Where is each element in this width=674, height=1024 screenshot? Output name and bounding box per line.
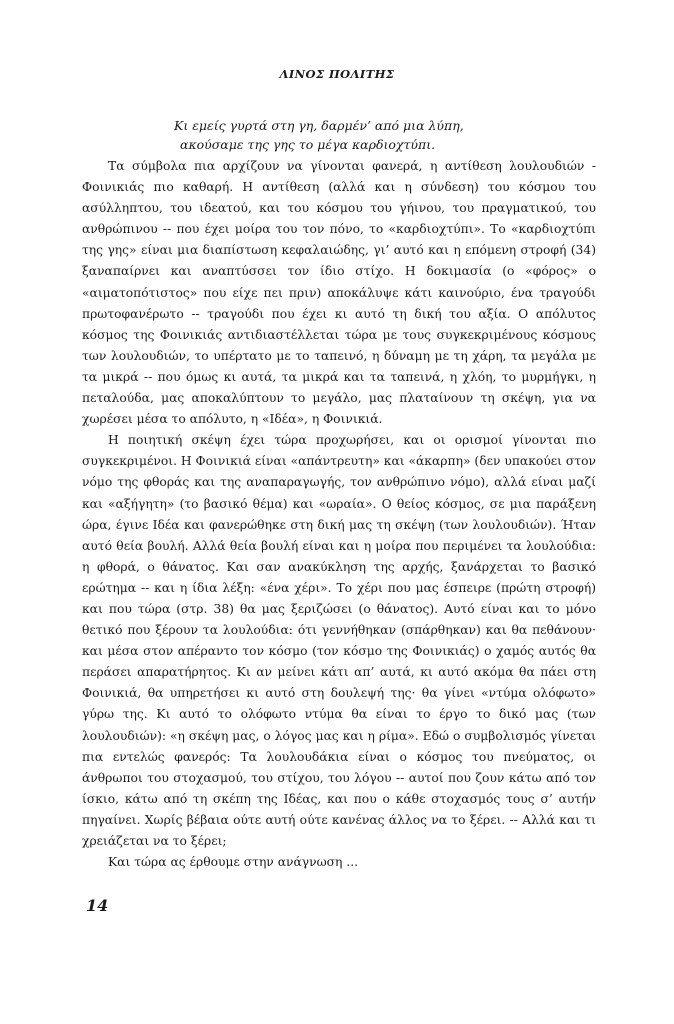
epigraph-line-2: ακούσαμε της γης το μέγα καρδιοχτύπι.: [180, 137, 436, 152]
paragraph-2: Η ποιητική σκέψη έχει τώρα προχωρήσει, και οι ορισμοί γίνονται πιο συγκεκριμένοι. Η Φοινικιά είναι «απάντρευτη» και «άκαρπη» (δεν υπακούει στον νόμο της φθοράς και της αναπαραγωγής, τον ανθρώπινο νόμο), αλλά είναι μαζί και «αξήγητη» (το βασικό θέμα) και «ωραία». Ο θείος κόσμος, σε μια παράξενη ώρα, έγινε Ιδέα και φανερώθηκε στη δική μας τη σκέψη (των λουλουδιών). Ήταν αυτό θεία βουλή. Αλλά θεία βουλή είναι και η μοίρα που περιμένει τα λουλούδια: η φθορά, ο θάνατος. Και σαν ανακύκληση της αρχής, ξανάρχεται το βασικό ερώτημα -- και η ίδια λέξη: «ένα χέρι». Το χέρι που μας έσπειρε (πρώτη στροφή) και που τώρα (στρ. 38) θα μας ξεριζώσει (ο θάνατος). Αυτό είναι και το μόνο θετικό που ξέρουν τα λουλούδια: ότι γεννήθηκαν (σπάρθηκαν) και θα πεθάνουν· και μέσα στον απέραντο τον κόσμο (τον κόσμο της Φοινικιάς) ο χαμός αυτός θα περάσει απαρατήρητος. Κι αν μείνει κάτι απ’ αυτά, κι αυτό ακόμα θα πάει στη Φοινικιά, θα υπηρετήσει κι αυτό στη δουλεψή της· θα γίνει «ντύμα ολόφωτο» γύρω της. Κι αυτό το ολόφωτο ντύμα θα είναι το έργο το δικό μας (των λουλουδιών): «η σκέψη μας, ο λόγος μας και η ρίμα». Εδώ ο συμβολισμός γίνεται πια εντελώς φανερός: Τα λουλουδάκια είναι ο κόσμος του πνεύματος, οι άνθρωποι του στοχασμού, του στίχου, του λόγου -- αυτοί που ζουν κάτω από τον ίσκιο, κάτω από τη σκέπη της Ιδέας, και που ο κάθε στοχασμός τους σ’ αυτήν πηγαίνει. Χωρίς βέβαια ούτε αυτή ούτε κανένας άλλος να το ξέρει. -- Αλλά και τι χρειάζεται να το ξέρει;: [82, 433, 596, 848]
paragraph-3: Και τώρα ας έρθουμε στην ανάγνωση ...: [108, 855, 359, 870]
paragraph-1: Τα σύμβολα πια αρχίζουν να γίνονται φανερά, η αντίθεση λουλουδιών - Φοινικιάς πιο καθαρή. Η αντίθεση (αλλά και η σύνδεση) του κόσμου του ασύλληπτου, του ιδεατού, και του κόσμου του γήινου, του πραγματικού, του ανθρώπινου -- που έχει μοίρα του τον πόνο, το «καρδιοχτύπι». Το «καρδιοχτύπι της γης» είναι μια διαπίστωση κεφαλαιώδης, γι’ αυτό και η επόμενη στροφή (34) ξαναπαίρνει και αναπτύσσει τον ίδιο στίχο. Η δοκιμασία (ο «φόρος» ο «αιματοπότιστος» που είχε πει πριν) αποκάλυψε κάτι καινούριο, ένα τραγούδι πρωτοφανέρωτο -- τραγούδι που έχει κι αυτό τη δική του αξία. Ο απόλυτος κόσμος της Φοινικιάς αντιδιαστέλλεται τώρα με τους συγκεκριμένους κόσμους των λουλουδιών, το υπέρτατο με το ταπεινό, η δύναμη με τη χάρη, τα μεγάλα με τα μικρά -- που όμως κι αυτά, τα μικρά και τα ταπεινά, η χλόη, το μυρμήγκι, η πεταλούδα, μας αποκαλύπτουν το μεγάλο, μας πλαταίνουν τη σκέψη, για να χωρέσει μέσα το απόλυτο, η «Ιδέα», η Φοινικιά.: [82, 159, 596, 427]
page-number: 14: [86, 896, 109, 915]
body-text: [82, 156, 596, 873]
epigraph: [174, 116, 534, 154]
epigraph-line-1: Κι εμείς γυρτά στη γη, δαρμέν’ από μια λύπη,: [174, 118, 464, 133]
running-title: ΛΙΝΟΣ ΠΟΛΙΤΗΣ: [279, 67, 395, 81]
